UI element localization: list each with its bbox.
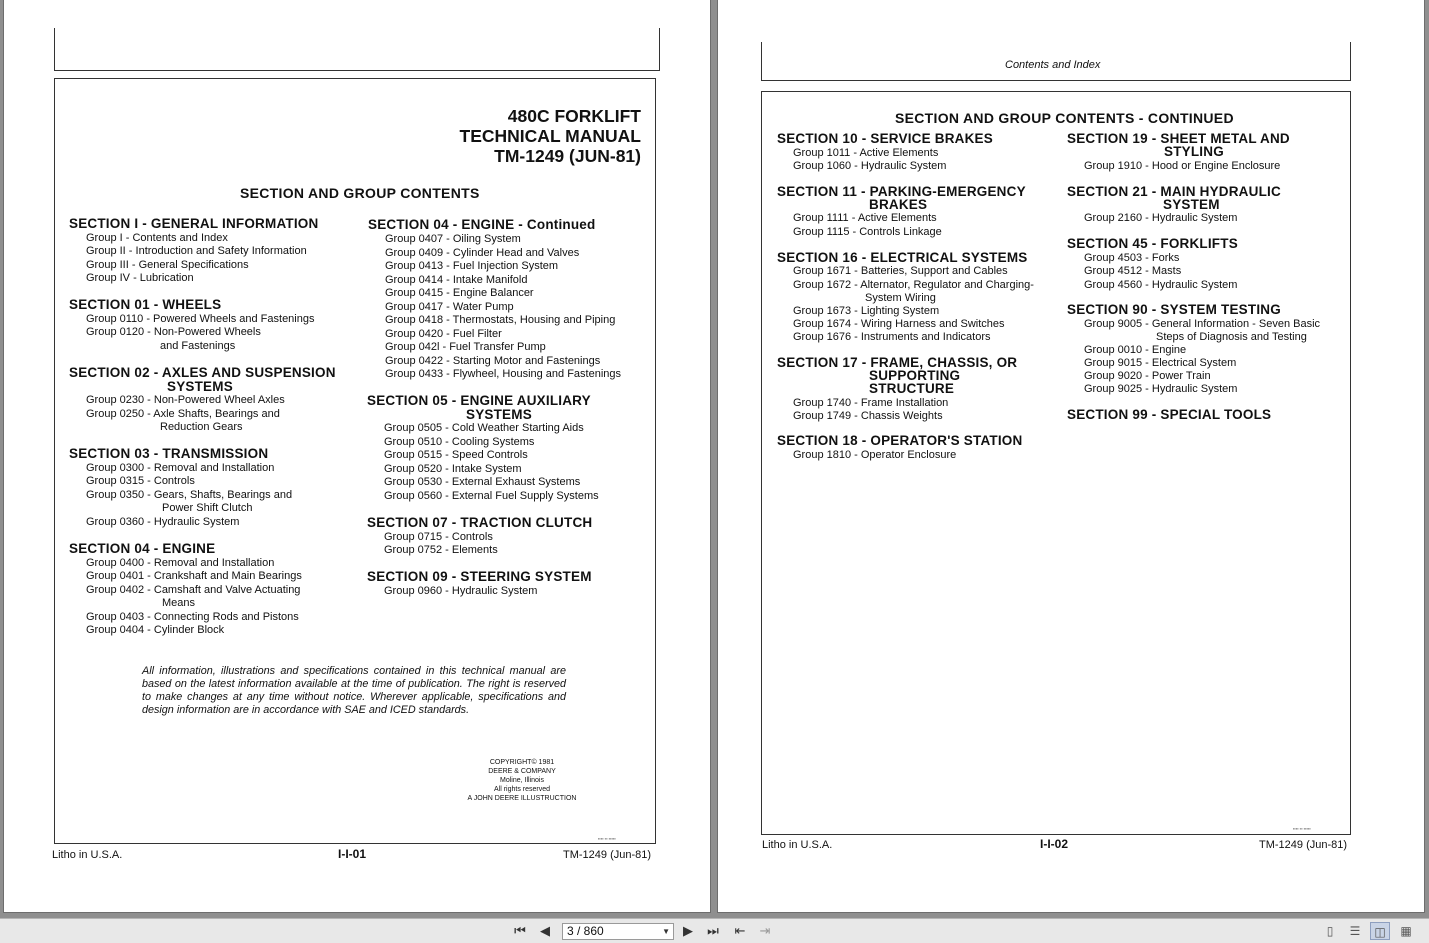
group-item: Group 1810 - Operator Enclosure bbox=[793, 449, 957, 461]
group-item: Group 0420 - Fuel Filter bbox=[385, 328, 502, 340]
section-heading: SECTION 90 - SYSTEM TESTING bbox=[1067, 302, 1281, 317]
group-item: Group 0433 - Flywheel, Housing and Fastenings bbox=[385, 368, 622, 380]
group-item: Group 0715 - Controls bbox=[384, 531, 493, 543]
continuous-view-icon[interactable]: ☰ bbox=[1349, 924, 1361, 938]
section-heading-cont: SUPPORTING bbox=[869, 368, 961, 383]
group-item: Group 4503 - Forks bbox=[1084, 252, 1180, 264]
section-heading-cont: SYSTEMS bbox=[167, 379, 233, 394]
group-item: System Wiring bbox=[865, 292, 936, 304]
print-code: ▪▪▪▪ ▪▪ ▪▪▪▪▪ bbox=[598, 836, 616, 841]
group-item: Group III - General Specifications bbox=[86, 259, 249, 271]
group-item: Group 0417 - Water Pump bbox=[385, 301, 514, 313]
section-heading: SECTION 03 - TRANSMISSION bbox=[69, 446, 269, 461]
group-item: Group 0110 - Powered Wheels and Fastenings bbox=[86, 313, 315, 325]
group-item: Group 0401 - Crankshaft and Main Bearings bbox=[86, 570, 302, 582]
two-page-continuous-view-icon[interactable]: ▦ bbox=[1400, 924, 1412, 938]
group-item: Group 1674 - Wiring Harness and Switches bbox=[793, 318, 1005, 330]
group-item: Group IV - Lubrication bbox=[86, 272, 194, 284]
group-item: Group 1676 - Instruments and Indicators bbox=[793, 331, 991, 343]
group-item: Group 042l - Fuel Transfer Pump bbox=[385, 341, 546, 353]
first-page-icon[interactable]: ⏮ bbox=[514, 923, 526, 938]
contents-heading: SECTION AND GROUP CONTENTS bbox=[240, 185, 480, 201]
group-item: Power Shift Clutch bbox=[162, 502, 253, 514]
group-item: Group 1060 - Hydraulic System bbox=[793, 160, 947, 172]
group-item: Group 0505 - Cold Weather Starting Aids bbox=[384, 422, 584, 434]
go-forward-icon[interactable]: ⇥ bbox=[759, 923, 771, 938]
page-number-input[interactable] bbox=[562, 923, 674, 940]
group-item: Group 0422 - Starting Motor and Fastenings bbox=[385, 355, 601, 367]
page-number: I-I-02 bbox=[1040, 837, 1069, 851]
section-heading: SECTION 04 - ENGINE bbox=[69, 541, 216, 556]
footer-right: TM-1249 (Jun-81) bbox=[563, 849, 652, 861]
group-item: Group 4512 - Masts bbox=[1084, 265, 1182, 277]
previous-page-icon[interactable]: ◀ bbox=[540, 923, 550, 938]
go-back-icon[interactable]: ⇤ bbox=[734, 923, 746, 938]
group-item: Group 0515 - Speed Controls bbox=[384, 449, 528, 461]
group-item: Group 0530 - External Exhaust Systems bbox=[384, 476, 581, 488]
group-item: Group 0960 - Hydraulic System bbox=[384, 585, 538, 597]
group-item: Group 0560 - External Fuel Supply Systems bbox=[384, 490, 599, 502]
group-item: Group 1111 - Active Elements bbox=[793, 212, 937, 224]
section-heading: SECTION 04 - ENGINE - Continued bbox=[368, 217, 596, 232]
top-frame bbox=[54, 28, 660, 71]
page-right bbox=[718, 0, 1424, 912]
page-left bbox=[4, 0, 710, 912]
section-heading: SECTION 05 - ENGINE AUXILIARY bbox=[367, 393, 591, 408]
group-item: Group 0752 - Elements bbox=[384, 544, 498, 556]
group-item: Steps of Diagnosis and Testing bbox=[1156, 331, 1307, 343]
two-page-view-icon[interactable]: ◫ bbox=[1370, 922, 1390, 940]
contents-heading: SECTION AND GROUP CONTENTS - CONTINUED bbox=[895, 110, 1234, 126]
group-item: Group 0360 - Hydraulic System bbox=[86, 516, 240, 528]
group-item: Group 0414 - Intake Manifold bbox=[385, 274, 528, 286]
group-item: Group 9025 - Hydraulic System bbox=[1084, 383, 1238, 395]
group-item: Group 1672 - Alternator, Regulator and Charging- bbox=[793, 279, 1034, 291]
disclaimer-text: All information, illustrations and specifications contained in this technical manual are based on the latest information available at the time of publication. The right is reserved to make changes at any time without notice. Wherever applicable, specifications and design information are in accordance with SAE and ICED standards. bbox=[142, 665, 566, 716]
section-heading: SECTION 45 - FORKLIFTS bbox=[1067, 236, 1238, 251]
section-heading: SECTION 01 - WHEELS bbox=[69, 297, 222, 312]
group-item: Group 0404 - Cylinder Block bbox=[86, 624, 225, 636]
group-item: Group 9015 - Electrical System bbox=[1084, 357, 1237, 369]
group-item: Group 1115 - Controls Linkage bbox=[793, 226, 942, 238]
group-item: Group 0315 - Controls bbox=[86, 475, 195, 487]
section-heading-cont: SYSTEM bbox=[1163, 197, 1220, 212]
group-item: Group 0250 - Axle Shafts, Bearings and bbox=[86, 408, 280, 420]
content-frame bbox=[761, 91, 1351, 835]
group-item: Group 4560 - Hydraulic System bbox=[1084, 279, 1238, 291]
group-item: Group I - Contents and Index bbox=[86, 232, 228, 244]
footer-left: Litho in U.S.A. bbox=[52, 849, 123, 861]
footer-right: TM-1249 (Jun-81) bbox=[1259, 839, 1348, 851]
group-item: Group 0400 - Removal and Installation bbox=[86, 557, 275, 569]
group-item: Reduction Gears bbox=[160, 421, 243, 433]
section-heading: SECTION 21 - MAIN HYDRAULIC bbox=[1067, 184, 1281, 199]
copyright-block: COPYRIGHT© 1981 DEERE & COMPANY Moline, Illinois All rights reserved A JOHN DEERE ILLUSTRUCTION bbox=[467, 759, 577, 802]
group-item: Group 0403 - Connecting Rods and Pistons bbox=[86, 611, 299, 623]
group-item: Group 0510 - Cooling Systems bbox=[384, 436, 535, 448]
group-item: Group 1749 - Chassis Weights bbox=[793, 410, 943, 422]
group-item: Group 0120 - Non-Powered Wheels bbox=[86, 326, 261, 338]
next-page-icon[interactable]: ▶ bbox=[683, 923, 693, 938]
print-code: ▪▪▪▪ ▪▪ ▪▪▪▪▪ bbox=[1293, 826, 1311, 831]
single-page-view-icon[interactable]: ▯ bbox=[1326, 924, 1334, 938]
group-item: Group 0230 - Non-Powered Wheel Axles bbox=[86, 394, 285, 406]
section-heading: SECTION 09 - STEERING SYSTEM bbox=[367, 569, 592, 584]
running-header: Contents and Index bbox=[1005, 59, 1101, 71]
group-item: Group 2160 - Hydraulic System bbox=[1084, 212, 1238, 224]
section-heading-cont: STYLING bbox=[1164, 144, 1224, 159]
group-item: Means bbox=[162, 597, 196, 609]
group-item: Group 9020 - Power Train bbox=[1084, 370, 1211, 382]
group-item: Group 0409 - Cylinder Head and Valves bbox=[385, 247, 580, 259]
group-item: Group 0350 - Gears, Shafts, Bearings and bbox=[86, 489, 293, 501]
group-item: Group 0300 - Removal and Installation bbox=[86, 462, 275, 474]
footer-left: Litho in U.S.A. bbox=[762, 839, 833, 851]
group-item: Group 1671 - Batteries, Support and Cables bbox=[793, 265, 1008, 277]
section-heading: SECTION 16 - ELECTRICAL SYSTEMS bbox=[777, 250, 1028, 265]
section-heading-cont: BRAKES bbox=[869, 197, 928, 212]
section-heading: SECTION 18 - OPERATOR'S STATION bbox=[777, 433, 1023, 448]
group-item: Group 0415 - Engine Balancer bbox=[385, 287, 534, 299]
section-heading: SECTION 02 - AXLES AND SUSPENSION bbox=[69, 365, 336, 380]
chevron-down-icon[interactable]: ▼ bbox=[662, 927, 670, 936]
group-item: Group 0418 - Thermostats, Housing and Piping bbox=[385, 314, 616, 326]
group-item: Group 1740 - Frame Installation bbox=[793, 397, 949, 409]
section-heading: SECTION 19 - SHEET METAL AND bbox=[1067, 131, 1290, 146]
group-item: Group II - Introduction and Safety Information bbox=[86, 245, 307, 257]
page-indicator: 3 / 860 bbox=[567, 924, 604, 938]
navigation-toolbar bbox=[0, 918, 1429, 943]
section-heading: SECTION 11 - PARKING-EMERGENCY bbox=[777, 184, 1026, 199]
group-item: Group 1673 - Lighting System bbox=[793, 305, 940, 317]
section-heading: SECTION 07 - TRACTION CLUTCH bbox=[367, 515, 593, 530]
group-item: Group 0413 - Fuel Injection System bbox=[385, 260, 559, 272]
section-heading: SECTION 17 - FRAME, CHASSIS, OR bbox=[777, 355, 1018, 370]
group-item: and Fastenings bbox=[160, 340, 236, 352]
section-heading: SECTION 99 - SPECIAL TOOLS bbox=[1067, 407, 1272, 422]
group-item: Group 0407 - Oiling System bbox=[385, 233, 521, 245]
group-item: Group 0402 - Camshaft and Valve Actuating bbox=[86, 584, 301, 596]
group-item: Group 0010 - Engine bbox=[1084, 344, 1187, 356]
group-item: Group 0520 - Intake System bbox=[384, 463, 522, 475]
last-page-icon[interactable]: ⏭ bbox=[707, 923, 719, 938]
manual-title: 480C FORKLIFT TECHNICAL MANUAL TM-1249 (JUN-81) bbox=[459, 106, 641, 166]
section-heading-cont: STRUCTURE bbox=[869, 381, 955, 396]
page-number: I-I-01 bbox=[338, 847, 367, 861]
section-heading: SECTION 10 - SERVICE BRAKES bbox=[777, 131, 993, 146]
section-heading: SECTION I - GENERAL INFORMATION bbox=[69, 216, 319, 231]
group-item: Group 1910 - Hood or Engine Enclosure bbox=[1084, 160, 1281, 172]
group-item: Group 9005 - General Information - Seven Basic bbox=[1084, 318, 1321, 330]
group-item: Group 1011 - Active Elements bbox=[793, 147, 939, 159]
section-heading-cont: SYSTEMS bbox=[466, 407, 532, 422]
